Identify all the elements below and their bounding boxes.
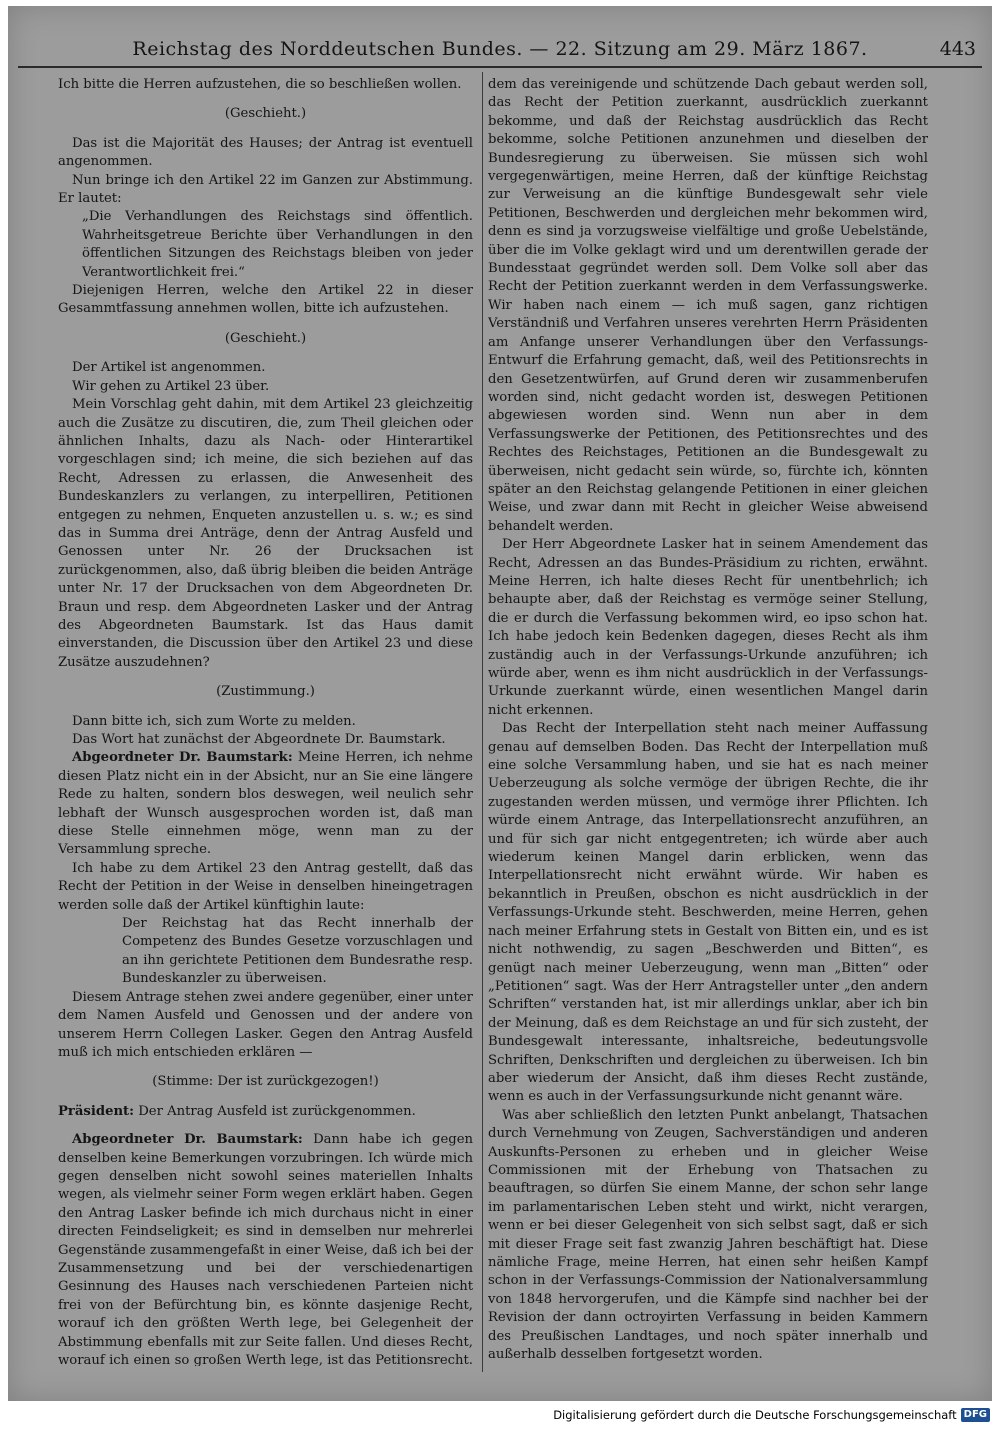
speaker-name: Abgeordneter Dr. Baumstark: xyxy=(72,1132,303,1148)
paragraph xyxy=(488,1364,928,1366)
running-head xyxy=(18,36,982,68)
speech xyxy=(58,1131,473,1366)
speech-text: Dann habe ich gegen denselben keine Bemerkungen vorzubringen. Ich würde mich gegen denselben nicht sowohl seines materiellen Inhalts wegen, als vielmehr seiner Form wegen erklärt haben. Gegen den Antrag Lasker befinde ich mich durchaus nicht in einer directen Feindseligkeit; es sind in demselben nur mehrerlei Gegenstände zusammengefaßt in einer Weise, daß ich bei der Zusammensetzung und bei der verschiedenartigen Gesinnung des Hauses nach verschiedenen Parteien nicht frei von der Befürchtung bin, es könnte dasjenige Recht, worauf ich den größten Werth lege, bei Gelegenheit der Abstimmung ebenfalls mit zur Seite fallen. Und dieses Recht, worauf ich einen so großen Werth lege, ist das Petitionsrecht. xyxy=(58,1132,473,1366)
digitization-credit xyxy=(553,1408,990,1422)
stage-direction: (Geschieht.) xyxy=(224,106,307,122)
speaker-name: Präsident: xyxy=(58,1103,135,1119)
speech xyxy=(58,749,473,859)
stage-direction: (Stimme: Der ist zurückgezogen!) xyxy=(152,1074,379,1090)
credit-text: Digitalisierung gefördert durch die Deutsche Forschungsgemeinschaft xyxy=(553,1408,957,1422)
speech-text: Meine Herren, ich nehme diesen Platz nicht ein in der Absicht, nur an Sie eine längere Rede zu halten, sondern blos deswegen, weil neulich sehr lebhaft der Wunsch ausgesprochen worden ist, daß man diese Stelle einnehmen möge, wenn man zu der Versammlung spreche. xyxy=(58,750,473,858)
paragraph: dem das vereinigende und schützende Dach gebaut werden soll, das Recht der Petition zuerkannt, ausdrücklich zuerkannt bekomme, und daß der Reichstag ausdrücklich das Recht bekomme, solche Petitionen anzunehmen und dieselben der Bundesregierung zu überweisen. Sie müssen sich wohl vergegenwärtigen, meine Herren, daß der künftige Reichstag zur Verweisung an die künftige Bundesgewalt sehr viele Petitionen, Beschwerden und dergleichen mehr bekommen wird, denn es sind ja vorzugsweise vielfältige und große Uebelstände, über die im Volke geklagt wird und um derentwillen gerade der Bundesstaat gegründet werden soll. Dem Volke soll aber das Recht der Petition zuerkannt werden in dem Verfassungswerke. Wir haben nach einem — ich muß sagen, ganz richtigen Verständniß und Verfahren unseres verehrten Herrn Präsidenten am Anfange unserer Verhandlungen über den Verfassungs-Entwurf die Erfahrung gemacht, daß, weil des Petitionsrechts in den Gesetzentwürfen, auf Grund deren wir zusammenberufen worden sind, nicht gedacht worden ist, deswegen Petitionen abgewiesen worden sind. Wenn nun aber in dem Verfassungswerke der Petitionen, des Petitionsrechtes und des Rechtes des Reichstages, Petitionen an die Bundesgewalt zu überweisen, nicht gedacht sein würde, so, fürchte ich, könnten später an den Reichstag gelangende Petitionen in einer gleichen Weise, und zwar dann mit Recht in gleicher Weise abweisend behandelt werden. xyxy=(488,77,928,534)
stage-direction: (Zustimmung.) xyxy=(216,684,315,700)
paragraph: Dann bitte ich, sich zum Worte zu melden. xyxy=(72,713,356,729)
column-divider xyxy=(482,72,483,1372)
quoted-article: „Die Verhandlungen des Reichstags sind öffentlich. Wahrheitsgetreue Berichte über Verhandlungen in den öffentlichen Sitzungen des Reichstags bleiben von jeder Verantwortlichkeit frei.“ xyxy=(82,209,473,280)
speech-text: Der Antrag Ausfeld ist zurückgenommen. xyxy=(138,1103,416,1119)
paragraph: Was aber schließlich den letzten Punkt anbelangt, Thatsachen durch Vernehmung von Zeugen, Sachverständigen und anderen Auskunfts-Personen zu erheben und in gleicher Weise Commissionen mit der Erhebung von Thatsachen zu beauftragen, so dürfen Sie einem Manne, der schon sehr lange im parlamentarischen Leben steht und wirkt, nicht verargen, wenn er bei dieser Gelegenheit von sich selbst sagt, daß er sich mit dieser Frage seit fast zwanzig Jahren beschäftigt hat. Diese nämliche Frage, meine Herren, hat einen sehr heißen Kampf schon in der Verfassungs-Commission der Nationalversammlung von 1848 hervorgerufen, und die Kämpfe sind nachher bei der Revision der dann octroyirten Verfassung in beiden Kammern des Preußischen Landtages, und noch später innerhalb und außerhalb desselben fortgesetzt worden. xyxy=(488,1107,928,1363)
stage-direction: (Geschieht.) xyxy=(224,330,307,346)
paragraph: Mein Vorschlag geht dahin, mit dem Artikel 23 gleichzeitig auch die Zusätze zu discutiren, die, zum Theil gleichen oder ähnlichen Inhalts, dazu als Nach- oder Hinterartikel vorgeschlagen sind; ich meine, die sich beziehen auf das Recht, Adressen zu erlassen, die Anwesenheit des Bundeskanzlers zu verlangen, zu interpelliren, Petitionen entgegen zu nehmen, Enqueten anzustellen u. s. w.; es sind das in Summa drei Anträge, denn der Antrag Ausfeld und Genossen unter Nr. 26 der Drucksachen ist zurückgenommen, also, daß übrig bleiben die beiden Anträge unter Nr. 17 der Drucksachen von dem Abgeordneten Dr. Braun und resp. dem Abgeordneten Lasker und der Antrag des Abgeordneten Baumstark. Ist das Haus damit einverstanden, die Discussion über den Artikel 23 und diese Zusätze auszudehnen? xyxy=(58,397,473,670)
paragraph: Der Herr Abgeordnete Lasker hat in seinem Amendement das Recht, Adressen an das Bundes-Präsidium zu richten, erwähnt. Meine Herren, ich halte dieses Recht für unentbehrlich; ich behaupte aber, daß der Reichstag es vermöge seiner Stellung, die er durch die Verfassung bekommen wird, eo ipso schon hat. Ich habe jedoch kein Bedenken dagegen, dieses Recht als ihm zuständig auch in der Verfassungs-Urkunde anzuführen; ich würde aber, wenn es ihm nicht ausdrücklich in der Verfassungs-Urkunde zuerkannt würde, einen wesentlichen Mangel darin nicht erkennen. xyxy=(488,537,928,718)
paragraph: Nun bringe ich den Artikel 22 im Ganzen zur Abstimmung. Er lautet: xyxy=(58,172,473,207)
speech xyxy=(58,1103,473,1121)
paragraph: Ich habe zu dem Artikel 23 den Antrag gestellt, daß das Recht der Petition in der Weise in denselben hineingetragen werden solle daß der Artikel künftighin laute: xyxy=(58,860,473,913)
paragraph: Das ist die Majorität des Hauses; der Antrag ist eventuell angenommen. xyxy=(58,135,473,170)
paragraph: Das Wort hat zunächst der Abgeordnete Dr. Baumstark. xyxy=(72,732,446,747)
paragraph: Diesem Antrage stehen zwei andere gegenüber, einer unter dem Namen Ausfeld und Genossen und der andere von unserem Herrn Collegen Lasker. Gegen den Antrag Ausfeld muß ich mich entschieden erklären — xyxy=(58,989,473,1060)
paragraph: Ich bitte die Herren aufzustehen, die so beschließen wollen. xyxy=(58,77,462,92)
paragraph: Diejenigen Herren, welche den Artikel 22 in dieser Gesammtfassung annehmen wollen, bitte ich aufzustehen. xyxy=(58,283,473,317)
left-column xyxy=(58,76,473,1366)
paragraph: Wir gehen zu Artikel 23 über. xyxy=(72,378,270,394)
paragraph: Der Artikel ist angenommen. xyxy=(72,360,266,376)
scanned-page xyxy=(8,6,992,1401)
page-title: Reichstag des Norddeutschen Bundes. — 22. Sitzung am 29. März 1867. xyxy=(132,38,868,60)
dfg-logo-icon: DFG xyxy=(961,1408,990,1422)
right-column xyxy=(488,76,928,1366)
proposed-text: Der Reichstag hat das Recht innerhalb der Competenz des Bundes Gesetze vorzuschlagen und an ihn gerichtete Petitionen dem Bundesrathe resp. Bundeskanzler zu überweisen. xyxy=(122,916,473,987)
speaker-name: Abgeordneter Dr. Baumstark: xyxy=(72,750,293,766)
page-number: 443 xyxy=(939,38,976,60)
paragraph: Das Recht der Interpellation steht nach meiner Auffassung genau auf demselben Boden. Das Recht der Interpellation muß eine solche Versammlung haben, und sie hat es nach meiner Ueberzeugung als solche vermöge der übrigen Rechte, die ihr zugestanden werden müssen, und vermöge ihrer Pflichten. Ich würde einem Antrage, das Interpellationsrecht anzuführen, an und für sich gar nicht entgegentreten; ich würde aber auch wiederum keinen Mangel darin erblicken, wenn das Interpellationsrecht nicht erwähnt würde. Wir haben es bekanntlich in Preußen, obschon es nicht ausdrücklich in der Verfassungs-Urkunde steht. Beschwerden, meine Herren, gehen nach meiner Erfahrung stets in Gestalt von Bitten ein, und es ist nicht nothwendig, zu sagen „Beschwerden und Bitten“, es genügt nach meiner Ueberzeugung, wenn man „Bitten“ oder „Petitionen“ sagt. Was der Herr Antragsteller unter „den andern Schriften“ verstanden hat, ist mir allerdings unklar, aber ich bin der Meinung, daß es dem Reichstage an und für sich zusteht, der Bundesgewalt interessante, inhaltsreiche, bedeutungsvolle Schriften, Denkschriften und dergleichen zu überweisen. Ich bin aber wiederum der Ansicht, daß ihm dieses Recht zustände, wenn es auch in der Verfassungsurkunde nicht genannt wäre. xyxy=(488,721,928,1105)
